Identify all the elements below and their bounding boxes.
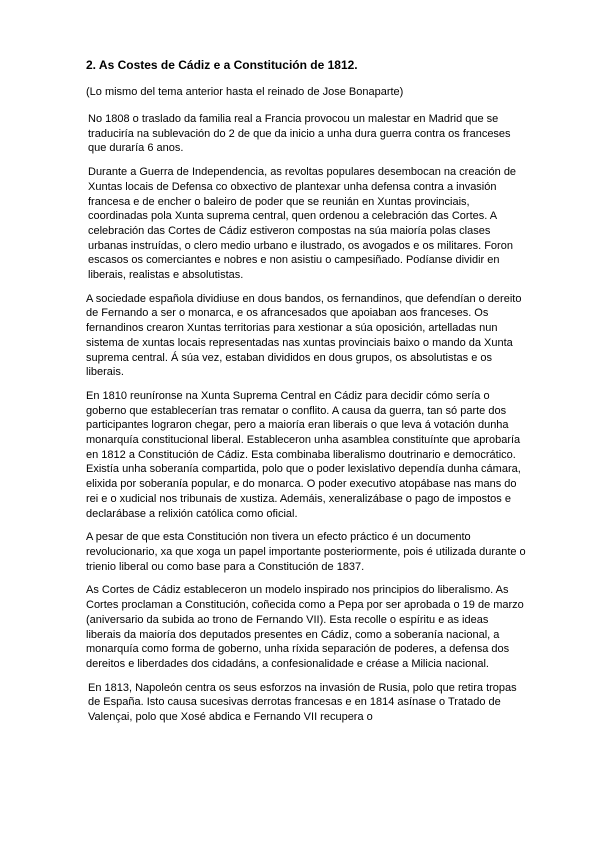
section-subtitle: (Lo mismo del tema anterior hasta el reinado de Jose Bonaparte) xyxy=(86,86,404,98)
paragraph-1813: En 1813, Napoleón centra os seus esforzos na invasión de Rusia, polo que retira tropas de España. Isto causa sucesivas derrotas francesas e en 1814 asínase o Tratado de Valençai, polo que Xosé abdica e Fernando VII recupera o xyxy=(88,681,517,724)
paragraph-constitucion-efecto: A pesar de que esta Constitución non tivera un efecto práctico é un documento revolucionario, xa que xoga un papel importante posteriormente, pois é utilizada durante o trienio liberal ou como base para a Constitución de 1837. xyxy=(86,531,526,573)
paragraph-1808: No 1808 o traslado da familia real a Francia provocou un malestar en Madrid que se traduciría na sublevación do 2 de que da inicio a unha dura guerra contra os franceses que duraría 6 anos. xyxy=(88,113,511,155)
paragraph-sociedade: A sociedade española dividiuse en dous bandos, os fernandinos, que defendían o dereito de Fernando a ser o monarca, e os afrancesados que apoiaban aos franceses. Os fernandinos crearon Xuntas territorias para xestionar a súa oposición, artelladas nun sistema de xuntas locais representadas nas xuntas provinciais baixo o mando da Xunta suprema central. Á súa vez, estaban divididos en dous grupos, os absolutistas e os liberais. xyxy=(86,292,522,379)
paragraph-guerra-independencia: Durante a Guerra de Independencia, as revoltas populares desembocan na creación de Xuntas locais de Defensa co obxectivo de plantexar unha defensa contra a invasión francesa e de encher o baleiro de poder que se reunián en Xuntas provinciais, coordinadas pola Xunta suprema central, quen ordenou a celebración das Cortes. A celebración das Cortes de Cádiz estiveron compostas na súa maioría polas clases urbanas instruídas, o clero medio urbano e ilustrado, os avogados e os militares. Foron escasos os comerciantes e nobres e non asistiu o campesiñado. Podíanse dividir en liberais, realistas e absolutistas. xyxy=(88,166,517,282)
paragraph-cortes-modelo: As Cortes de Cádiz estableceron un modelo inspirado nos principios do liberalismo. As Cortes proclaman a Constitución, coñecida como a Pepa por ser aprobada o 19 de marzo (aniversario da subida ao trono de Fernando VII). Esta recolle o espíritu e as ideas liberais da maioría dos deputados presentes en Cádiz, como a soberanía nacional, a monarquía como forma de goberno, unha ríxida separación de poderes, a defensa dos dereitos e liberdades dos cidadáns, a confesionalidade e créase a Milicia nacional. xyxy=(86,584,524,670)
document-body xyxy=(86,58,526,734)
paragraph-1810: En 1810 reuníronse na Xunta Suprema Central en Cádiz para decidir cómo sería o goberno que establecerían tras rematar o conflito. A causa da guerra, tan só parte dos participantes lograron chegar, pero a maioría eran liberais o que leva á votación dunha monarquía constitucional liberal. Estableceron unha asamblea constituínte que aprobaría en 1812 a Constitución de Cádiz. Esta combinaba liberalismo doutrinario e democrático. Existía unha soberanía compartida, polo que o poder lexislativo dependía dunha cámara, elixida por soberanía popular, e do monarca. O poder executivo atopábase nas mans do rei e o xudicial nos tribunais de xustiza. Ademáis, xeneralizábase o pago de impostos e declarábase a relixión católica como oficial. xyxy=(86,389,521,520)
section-title: 2. As Costes de Cádiz e a Constitución de 1812. xyxy=(86,58,358,72)
